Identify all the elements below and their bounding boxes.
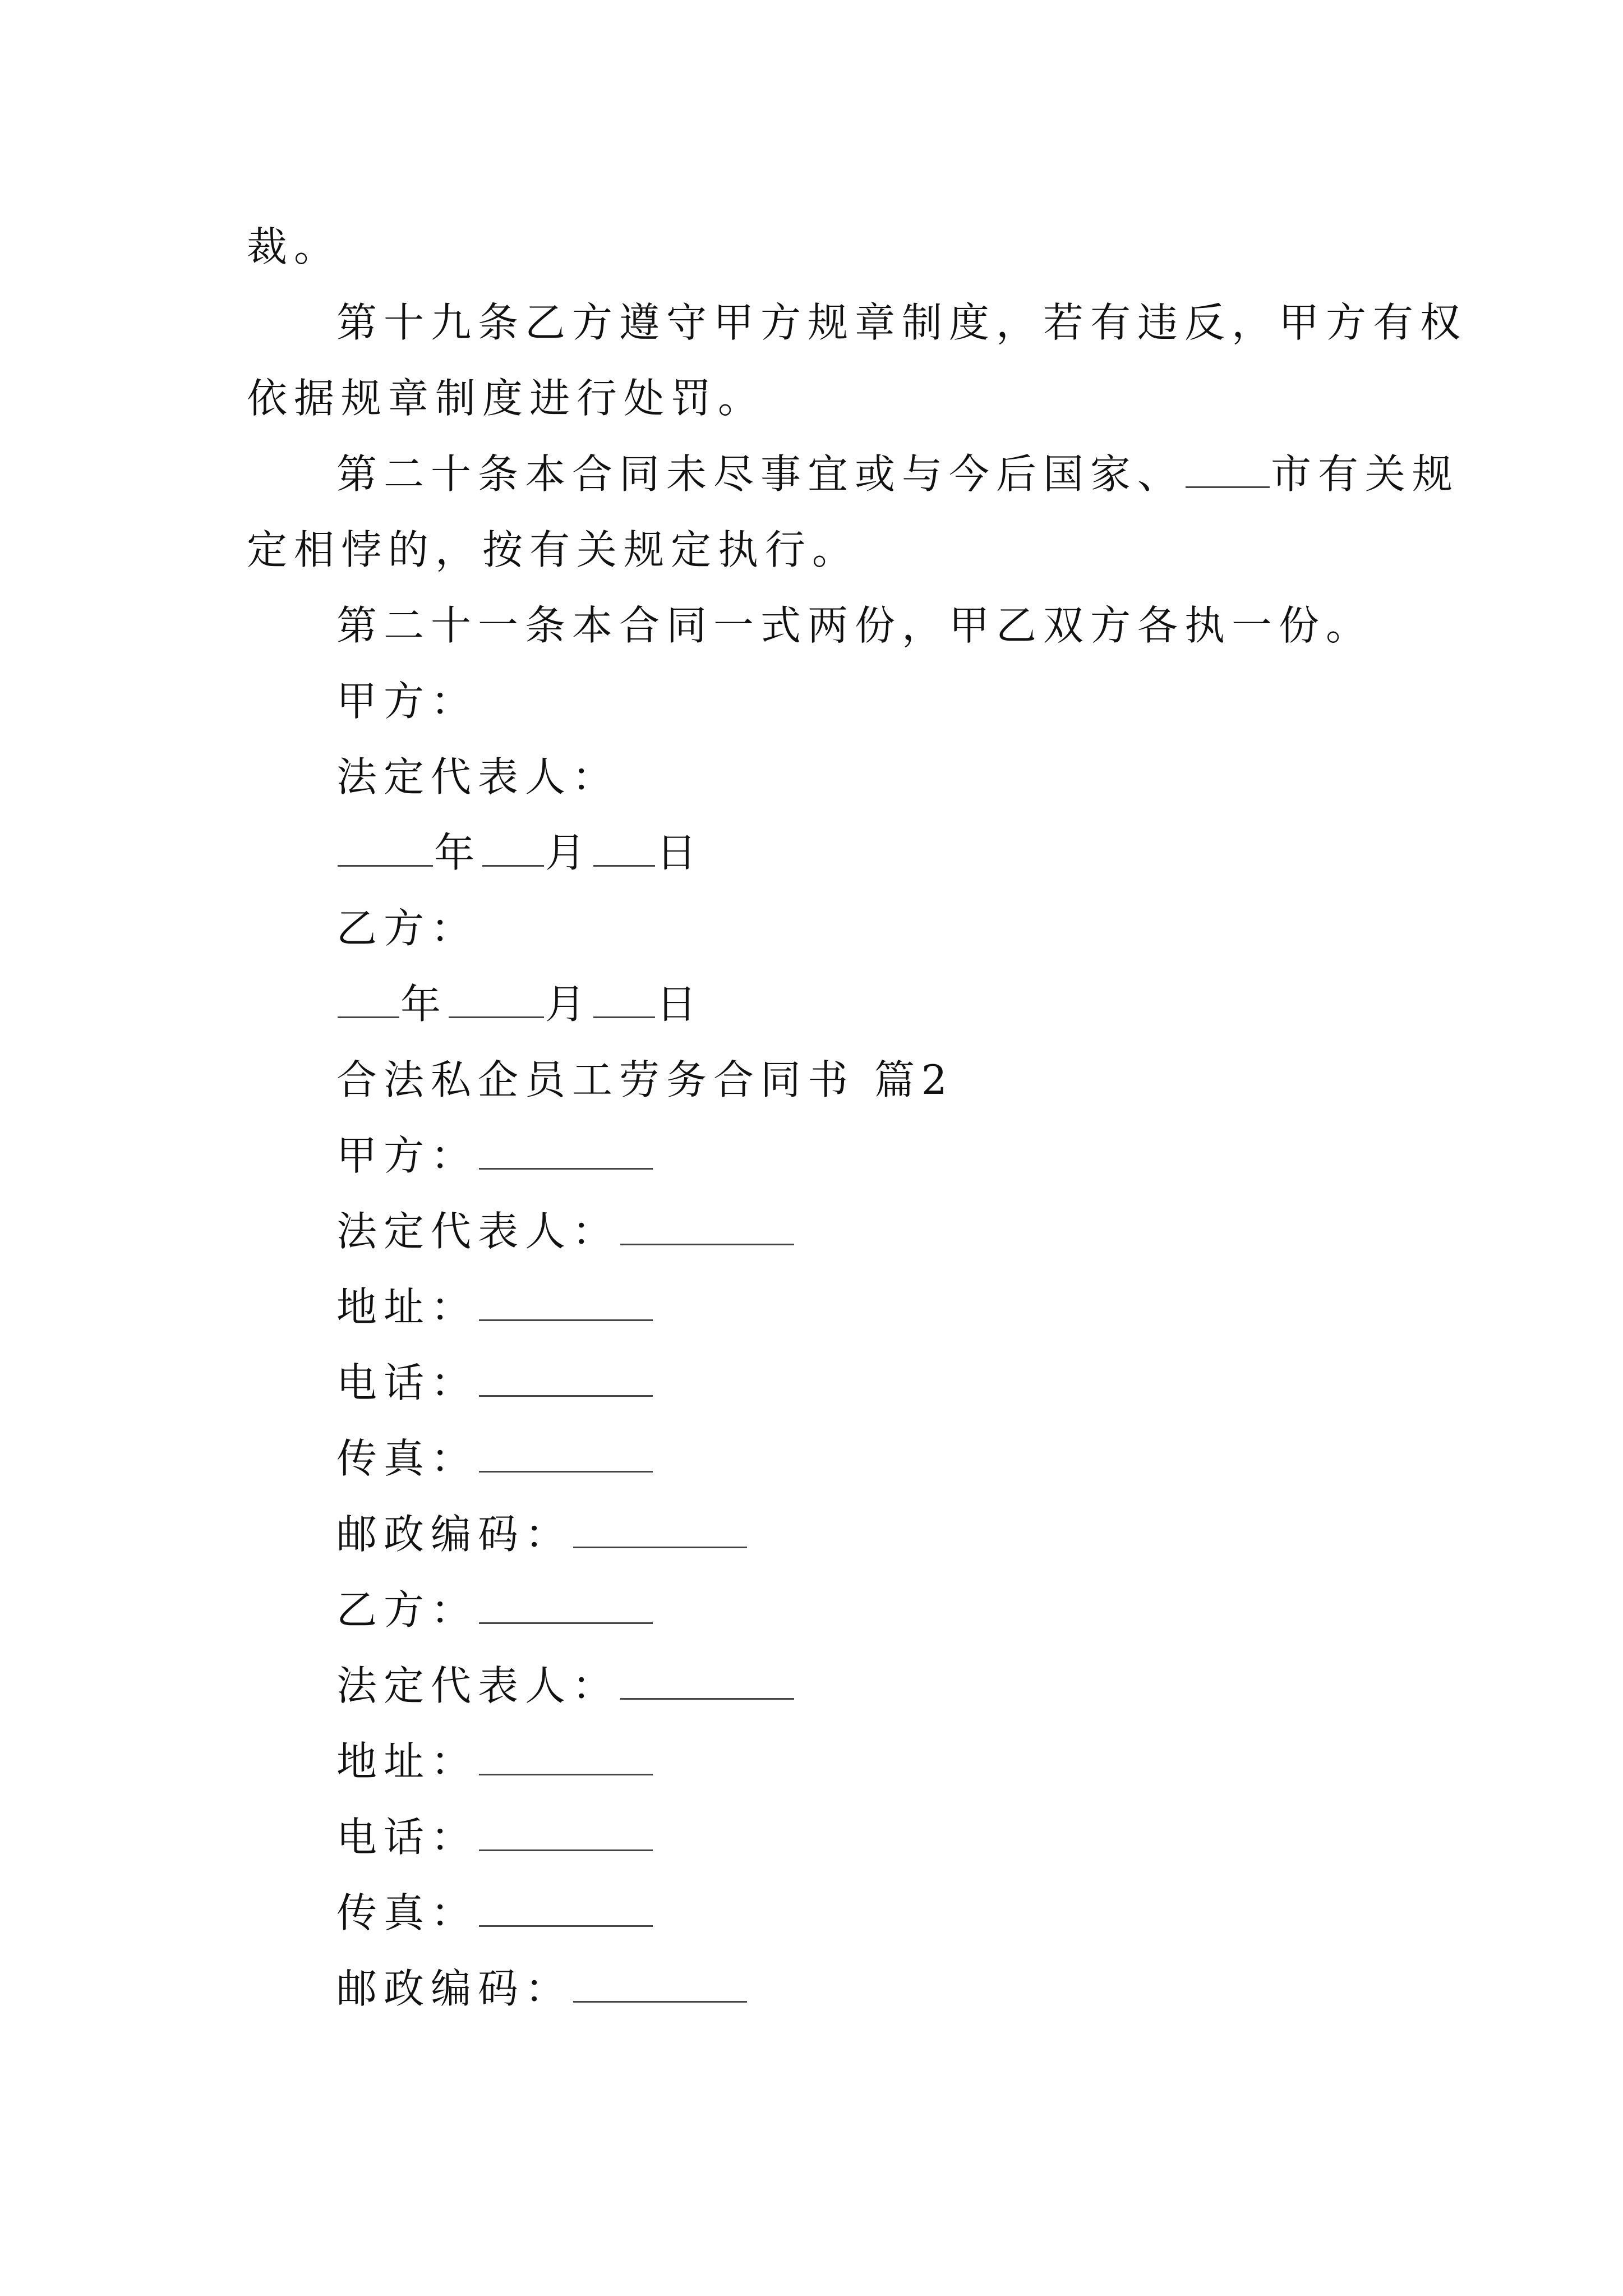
address-blank <box>479 1285 653 1321</box>
article-20-text-a: 第二十条本合同未尽事宜或与今后国家、 <box>336 450 1185 498</box>
article-20-line-2: 定相悖的，按有关规定执行。 <box>247 526 860 573</box>
signature-date-b <box>336 979 703 1029</box>
party-a-postcode-field <box>336 1509 748 1559</box>
party-a-blank <box>479 1133 653 1170</box>
phone-blank <box>479 1815 653 1851</box>
article-19-line-2: 依据规章制度进行处罚。 <box>247 375 766 422</box>
party-a-label: 甲方： <box>336 1132 478 1179</box>
phone-label: 电话： <box>336 1359 478 1406</box>
postcode-blank <box>573 1966 747 2003</box>
party-a-legal-rep-field <box>336 1206 795 1257</box>
legal-rep-label: 法定代表人： <box>336 1662 620 1709</box>
signature-date-a <box>336 827 703 878</box>
article-19-line-1: 第十九条乙方遵守甲方规章制度，若有违反，甲方有权 <box>336 299 1468 346</box>
month-blank <box>449 982 544 1018</box>
day-blank <box>593 830 655 867</box>
day-blank <box>593 982 655 1018</box>
party-a-field <box>336 1130 654 1181</box>
month-blank <box>482 830 544 867</box>
signature-party-b: 乙方： <box>336 905 478 952</box>
party-a-phone-field <box>336 1358 654 1408</box>
postcode-blank <box>573 1512 747 1548</box>
month-label: 月 <box>545 829 593 876</box>
party-b-blank <box>479 1588 653 1624</box>
paragraph-end-text: 裁。 <box>247 223 342 270</box>
party-b-postcode-field <box>336 1963 748 2014</box>
month-label: 月 <box>545 981 593 1028</box>
postcode-label: 邮政编码： <box>336 1511 573 1558</box>
day-label: 日 <box>656 829 704 876</box>
signature-party-a: 甲方： <box>336 678 478 725</box>
party-b-phone-field <box>336 1812 654 1862</box>
year-blank <box>338 982 399 1018</box>
article-21: 第二十一条本合同一式两份，甲乙双方各执一份。 <box>336 602 1373 649</box>
fax-blank <box>479 1890 653 1927</box>
year-label: 年 <box>400 981 448 1028</box>
party-b-field <box>336 1585 654 1635</box>
party-a-fax-field <box>336 1433 654 1484</box>
day-label: 日 <box>656 981 704 1028</box>
party-b-fax-field <box>336 1888 654 1938</box>
address-label: 地址： <box>336 1738 478 1785</box>
phone-label: 电话： <box>336 1814 478 1861</box>
legal-rep-blank <box>620 1663 794 1700</box>
fax-blank <box>479 1436 653 1473</box>
postcode-label: 邮政编码： <box>336 1965 573 2012</box>
city-blank <box>1186 452 1270 488</box>
section-2-title: 合法私企员工劳务合同书 篇2 <box>336 1056 954 1103</box>
party-b-address-field <box>336 1736 654 1787</box>
legal-rep-blank <box>620 1209 794 1245</box>
party-b-label: 乙方： <box>336 1586 478 1634</box>
address-label: 地址： <box>336 1283 478 1331</box>
year-blank <box>338 830 433 867</box>
legal-rep-label: 法定代表人： <box>336 1208 620 1255</box>
party-b-legal-rep-field <box>336 1660 795 1711</box>
party-a-address-field <box>336 1282 654 1332</box>
phone-blank <box>479 1360 653 1397</box>
article-20-line-1 <box>336 449 1459 499</box>
article-20-text-b: 市有关规 <box>1271 450 1460 498</box>
fax-label: 传真： <box>336 1889 478 1936</box>
address-blank <box>479 1739 653 1775</box>
year-label: 年 <box>434 829 482 876</box>
fax-label: 传真： <box>336 1435 478 1482</box>
signature-legal-rep: 法定代表人： <box>336 753 620 800</box>
